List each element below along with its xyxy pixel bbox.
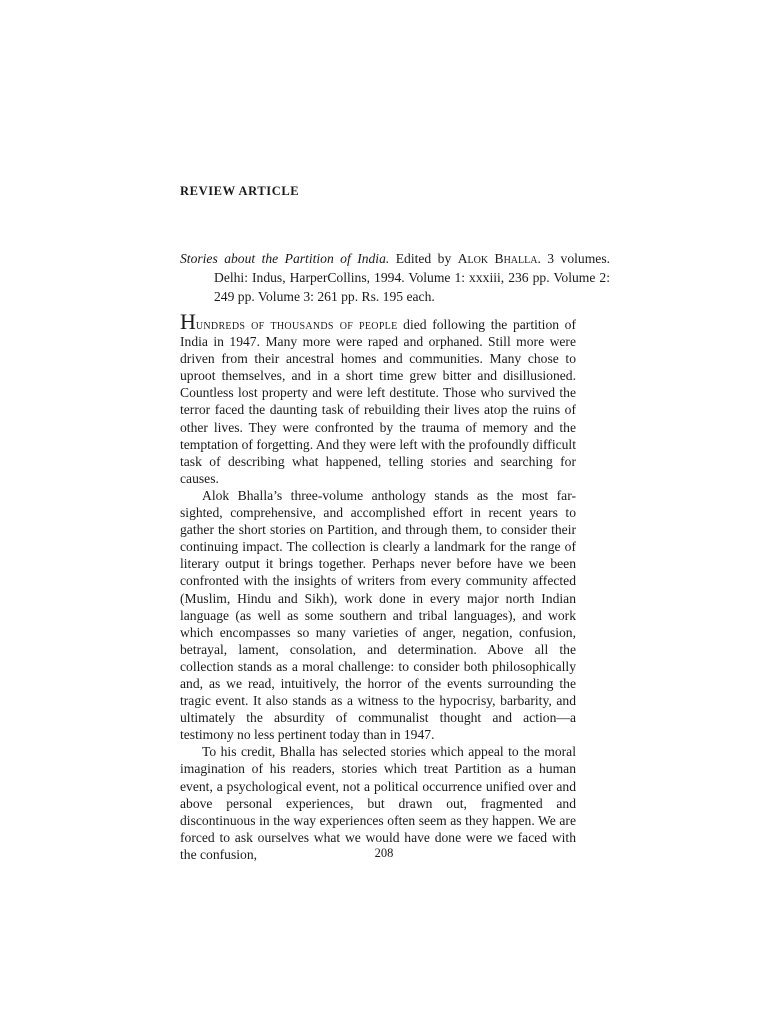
drop-cap: H bbox=[180, 309, 196, 334]
book-title: Stories about the Partition of India. bbox=[180, 251, 390, 266]
paragraph-1-text: died following the partition of India in 1947. Many more were raped and orphaned. Still more were driven from their ancestral homes and communities. Many chose to uproot themselves, and in a short time grew bitter and disillusioned. Countless lost property and were left destitute. Those who survived the terror faced the daunting task of rebuilding their lives atop the ruins of other lives. They were confronted by the trauma of memory and the temptation of forgetting. And they were left with the profoundly difficult task of describing what happened, telling stories and searching for causes. bbox=[180, 317, 577, 486]
lead-in-small-caps: undreds of thousands of people bbox=[195, 317, 398, 332]
section-heading: REVIEW ARTICLE bbox=[180, 184, 300, 198]
page-number: 208 bbox=[374, 846, 394, 860]
edited-by-text: Edited by bbox=[389, 251, 458, 266]
editor-name: Alok Bhalla bbox=[457, 251, 538, 266]
article-body bbox=[180, 309, 577, 863]
citation-details: . 3 volumes. Delhi: Indus, HarperCollins, 1994. Volume 1: xxxiii, 236 pp. Volume 2: 249 pp. Volume 3: 261 pp. Rs. 195 each. bbox=[214, 251, 611, 304]
paragraph-3: To his credit, Bhalla has selected stories which appeal to the moral imagination of his readers, stories which treat Partition as a human event, a psychological event, not a political occurrence unified over and above personal experiences, but drawn out, fragmented and discontinuous in the way experiences often seem as they happen. We are forced to ask ourselves what we would have done were we faced with the confusion, bbox=[180, 744, 576, 862]
paragraph-1 bbox=[180, 309, 577, 487]
book-citation bbox=[180, 249, 610, 306]
paragraph-2: Alok Bhalla’s three-volume anthology stands as the most far-sighted, comprehensive, and accomplished effort in recent years to gather the short stories on Partition, and through them, to consider their continuing impact. The collection is clearly a landmark for the range of literary output it brings together. Perhaps never before have we been confronted with the insights of writers from every community affected (Muslim, Hindu and Sikh), work done in every major north Indian language (as well as some southern and tribal languages), and work which encompasses so many varieties of anger, negation, confusion, betrayal, lament, consolation, and determination. Above all the collection stands as a moral challenge: to consider both philosophically and, as we read, intuitively, the horror of the events surrounding the tragic event. It also stands as a witness to the hypocrisy, barbarity, and ultimately the absurdity of communalist thought and action—a testimony no less pertinent today than in 1947. bbox=[180, 487, 576, 743]
